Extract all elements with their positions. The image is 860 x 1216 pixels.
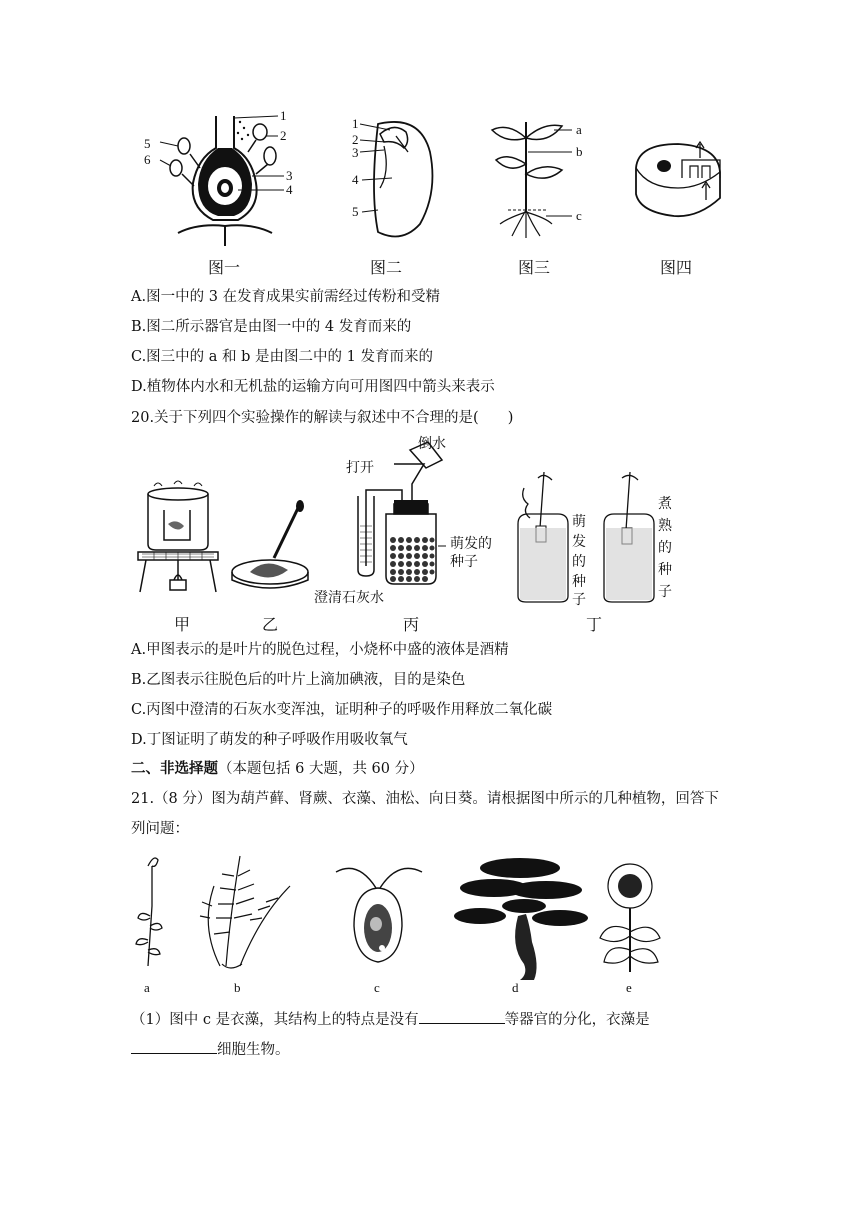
- q20-option-b: B.乙图表示往脱色后的叶片上滴加碘液，目的是染色: [131, 672, 466, 688]
- fig2-label-4: 4: [352, 172, 359, 187]
- cooked-v-3: 的: [658, 540, 672, 556]
- experiment-ding-oxygen-test: [510, 468, 680, 608]
- cooked-v-5: 子: [658, 584, 672, 600]
- plant-label-a: a: [144, 980, 150, 995]
- caption-figure-2: 图二: [370, 258, 403, 277]
- q19-option-b: B.图二所示器官是由图一中的 4 发育而来的: [131, 319, 412, 335]
- label-germinating-2: 种子: [450, 554, 478, 570]
- q21-stem-line2: 列问题：: [131, 821, 189, 837]
- germ-v-1: 萌: [572, 514, 586, 530]
- q20-option-c: C.丙图中澄清的石灰水变浑浊，证明种子的呼吸作用释放二氧化碳: [131, 702, 553, 718]
- cooked-v-2: 熟: [658, 518, 672, 534]
- experiment-bing-co2-test: [314, 436, 506, 612]
- figure-1-flower: [138, 108, 308, 248]
- fig3-label-b: b: [576, 144, 583, 159]
- fig1-label-4: 4: [286, 182, 293, 197]
- q19-option-d: D.植物体内水和无机盐的运输方向可用图四中箭头来表示: [131, 379, 495, 395]
- germ-v-4: 种: [572, 574, 586, 590]
- section2-note: （本题包括 6 大题，共 60 分）: [218, 761, 424, 777]
- plants-figure: [130, 846, 680, 1000]
- figure-4-stem-section: [628, 138, 728, 228]
- q20-option-d: D.丁图证明了萌发的种子呼吸作用吸收氧气: [131, 732, 408, 748]
- q21-sub1-line1: [131, 1009, 650, 1030]
- label-germinating-1: 萌发的: [450, 536, 492, 552]
- fig3-label-a: a: [576, 122, 582, 137]
- fig2-label-5: 5: [352, 204, 359, 219]
- caption-jia: 甲: [174, 615, 191, 634]
- caption-figure-3: 图三: [518, 258, 551, 277]
- experiment-jia-water-bath: [134, 480, 222, 598]
- plant-label-e: e: [626, 980, 632, 995]
- label-pour-water: 倒水: [418, 436, 446, 452]
- plant-label-d: d: [512, 980, 519, 995]
- fig1-label-3: 3: [286, 168, 293, 183]
- fig2-label-2: 2: [352, 132, 359, 147]
- experiment-yi-iodine-drop: [226, 500, 316, 596]
- fig1-label-5: 5: [144, 136, 151, 151]
- label-limewater: 澄清石灰水: [314, 590, 384, 606]
- q21-sub1-part2: 等器官的分化，衣藻是: [504, 1012, 650, 1028]
- fig2-label-1: 1: [352, 116, 359, 131]
- germ-v-3: 的: [572, 554, 586, 570]
- answer-blank-1[interactable]: [419, 1009, 505, 1024]
- fig1-label-1: 1: [280, 108, 287, 123]
- cooked-v-4: 种: [658, 562, 672, 578]
- q21-stem-line1: 21.（8 分）图为葫芦藓、肾蕨、衣藻、油松、向日葵。请根据图中所示的几种植物，回答下: [131, 791, 719, 807]
- caption-figure-4: 图四: [660, 258, 693, 277]
- germ-v-2: 发: [572, 534, 586, 550]
- caption-ding: 丁: [586, 615, 603, 634]
- q20-stem: 20.关于下列四个实验操作的解读与叙述中不合理的是( ): [131, 410, 514, 426]
- fig1-label-2: 2: [280, 128, 287, 143]
- fig3-label-c: c: [576, 208, 582, 223]
- plant-label-c: c: [374, 980, 380, 995]
- fig2-label-3: 3: [352, 145, 359, 160]
- q21-sub1-part1: （1）图中 c 是衣藻，其结构上的特点是没有: [131, 1012, 419, 1028]
- q20-option-a: A.甲图表示的是叶片的脱色过程，小烧杯中盛的液体是酒精: [131, 642, 509, 658]
- figure-2-seed: [350, 112, 450, 248]
- section2-title: 二、非选择题: [131, 760, 218, 777]
- fig1-label-6: 6: [144, 152, 151, 167]
- cooked-v-1: 煮: [658, 496, 672, 512]
- label-open: 打开: [346, 460, 374, 476]
- q19-option-a: A.图一中的 3 在发育成果实前需经过传粉和受精: [131, 289, 441, 305]
- plant-label-b: b: [234, 980, 241, 995]
- figure-3-seedling: [488, 112, 598, 242]
- caption-bing: 丙: [403, 615, 420, 634]
- section2-heading: [131, 759, 424, 779]
- caption-yi: 乙: [262, 615, 279, 634]
- caption-figure-1: 图一: [208, 258, 241, 277]
- q21-sub1-line2: [131, 1039, 290, 1060]
- germ-v-5: 子: [572, 592, 586, 608]
- q19-option-c: C.图三中的 a 和 b 是由图二中的 1 发育而来的: [131, 349, 433, 365]
- answer-blank-2[interactable]: [131, 1039, 217, 1054]
- q21-sub1-part3: 细胞生物。: [217, 1042, 290, 1058]
